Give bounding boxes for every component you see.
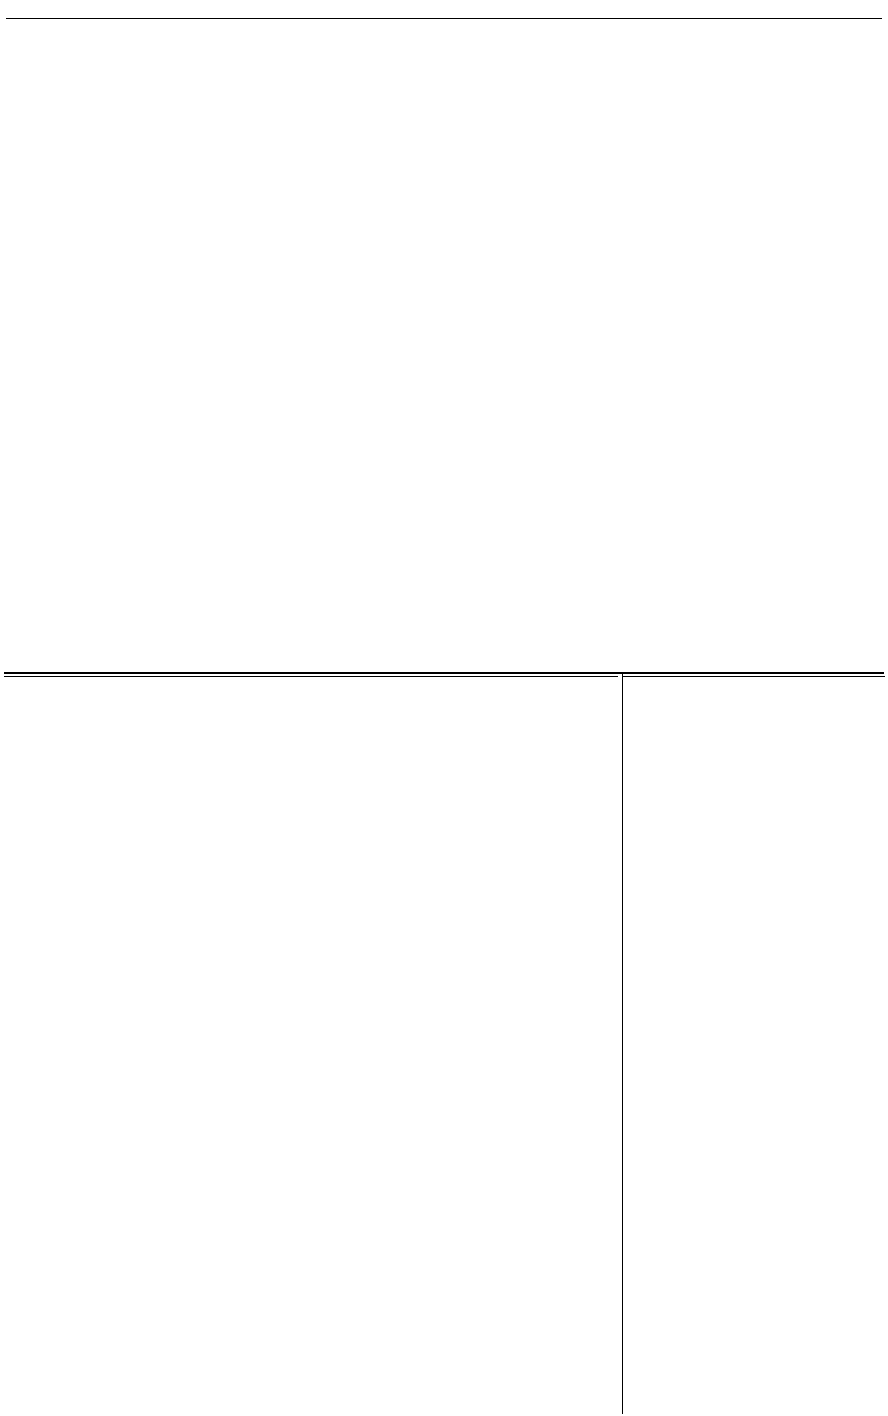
classified-columns [4, 20, 884, 668]
bingo-directory [622, 674, 885, 1414]
page-header [6, 4, 882, 19]
child-care-section-title [4, 674, 618, 677]
bingo-section-title [623, 674, 885, 677]
corner-banner [74, 1314, 544, 1394]
child-care-banner [18, 688, 602, 784]
child-care-ad-grid [8, 788, 614, 1298]
bottom-section [4, 672, 884, 1414]
child-care-directory [4, 674, 618, 1414]
